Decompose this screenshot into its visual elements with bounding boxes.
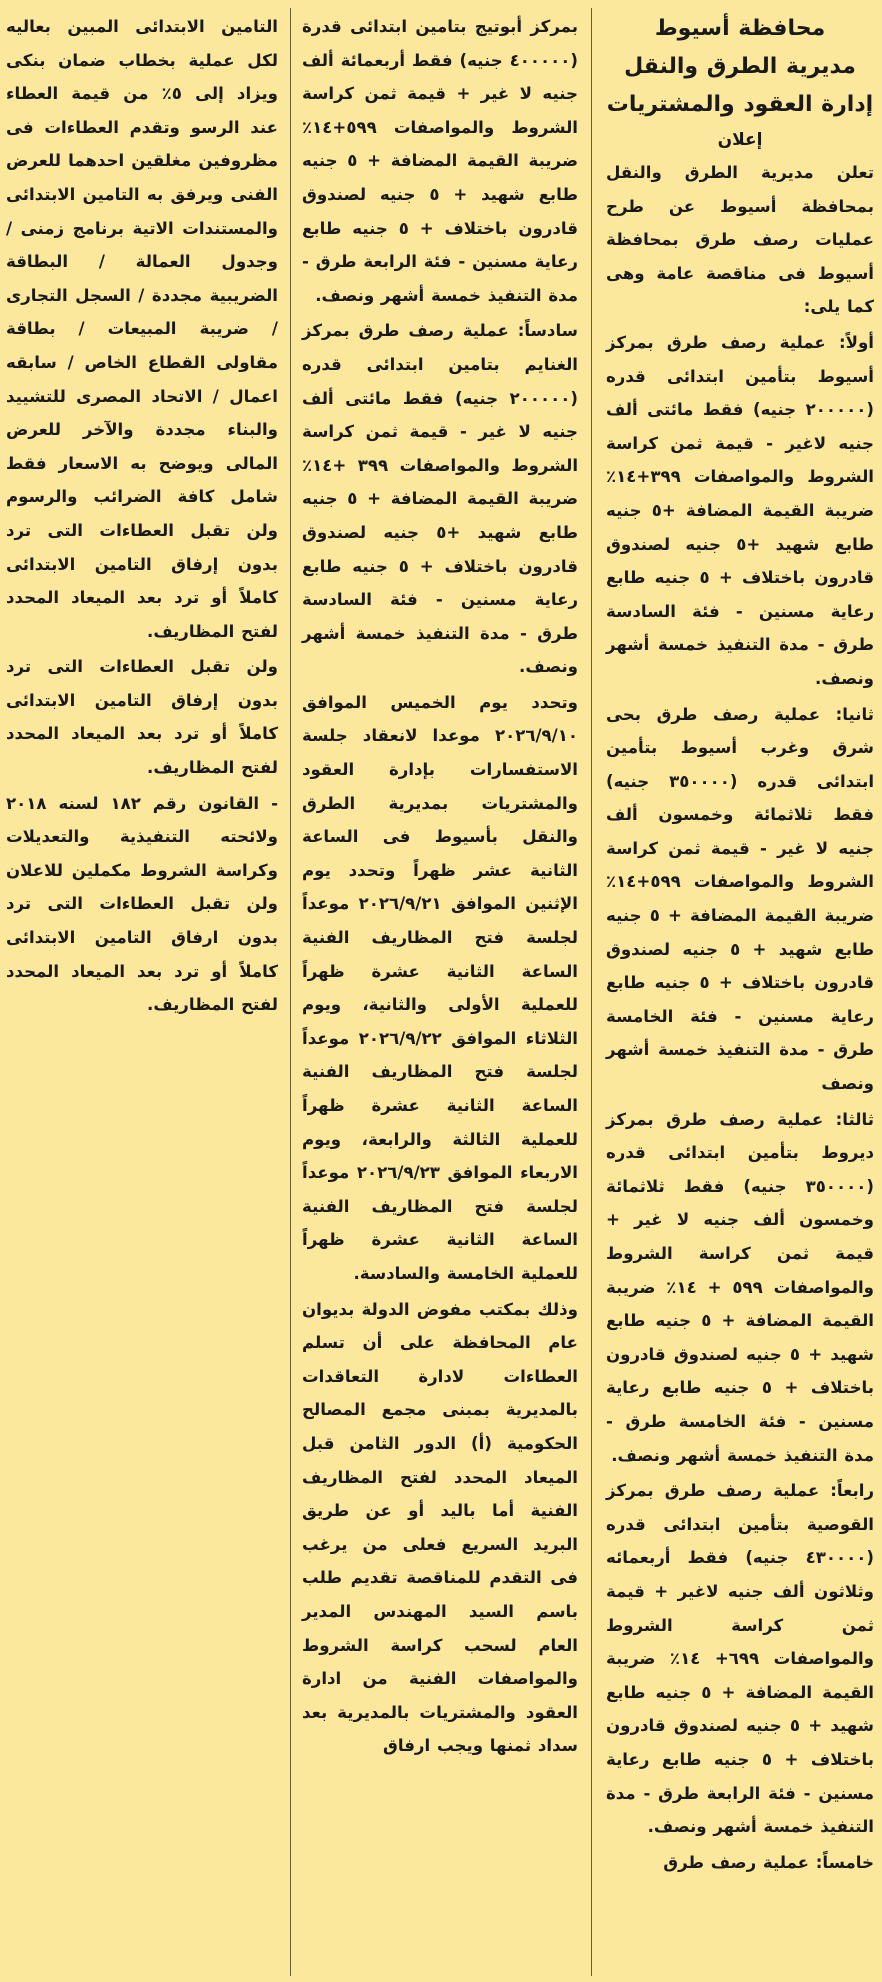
announcement-label: إعلان: [717, 130, 763, 150]
item-fifth-continued: بمركز أبوتيج بتامين ابتدائى قدرة (٤٠٠٠٠٠ جنيه) فقط أربعمائة ألف جنيه لا غير + قيمة ثمن كراسة الشروط والمواصفات ٥٩٩+١٤٪ ضريبة القيمة المضافة + ٥ جنيه طابع شهيد + ٥ جنيه لصندوق قادرون باختلاف + ٥ جنيه طابع رعاية مسنين - فئة الرابعة طرق - مدة التنفيذ خمسة أشهر ونصف.: [302, 17, 578, 305]
department-title: إدارة العقود والمشتريات: [606, 92, 874, 117]
column-divider: [591, 8, 592, 1976]
item-fourth: رابعاً: عملية رصف طرق بمركز القوصية بتأمين ابتدائى قدره (٤٣٠٠٠٠ جنيه) فقط أربعمائه وثلاثون ألف جنيه لاغير + قيمة ثمن كراسة الشروط والمواصفات ٦٩٩+ ١٤٪ ضريبة القيمة المضافة + ٥ جنيه طابع شهيد + ٥ جنيه لصندوق قادرون باختلاف + ٥ جنيه طابع رعاية مسنين - فئة الرابعة طرق - مدة التنفيذ خمسة أشهر ونصف.: [606, 1481, 875, 1837]
item-fifth-start: خامساً: عملية رصف طرق: [663, 1852, 874, 1872]
column-divider: [290, 8, 291, 1976]
item-third: ثالثا: عملية رصف طرق بمركز ديروط بتأمين ابتدائى قدره (٣٥٠٠٠٠ جنيه) فقط ثلاثمائة وخمسون ألف جنيه لا غير + قيمة ثمن كراسة الشروط والمواصفات ٥٩٩ + ١٤٪ ضريبة القيمة المضافة + ٥ جنيه طابع شهيد + ٥ جنيه لصندوق قادرون باختلاف + ٥ جنيه طابع رعاية مسنين - فئة الخامسة طرق - مدة التنفيذ خمسة أشهر ونصف.: [606, 1109, 875, 1465]
item-second: ثانيا: عملية رصف طرق بحى شرق وغرب أسيوط بتأمين ابتدائى قدره (٣٥٠٠٠٠ جنيه) فقط ثلاثمائة وخمسون ألف جنيه لا غير - قيمة ثمن كراسة الشروط والمواصفات ٥٩٩+١٤٪ ضريبة القيمة المضافة + ٥ جنيه طابع شهيد + ٥ جنيه لصندوق قادرون باختلاف + ٥ جنيه طابع رعاية مسنين - فئة الخامسة طرق - مدة التنفيذ خمسة أشهر ونصف: [606, 704, 875, 1094]
middle-column: [302, 10, 578, 1765]
item-sixth: سادساً: عملية رصف طرق بمركز الغنايم بتامين ابتدائى قدره (٢٠٠٠٠٠ جنيه) فقط مائتى ألف جنيه لا غير - قيمة ثمن كراسة الشروط والمواصفات ٣٩٩ +١٤٪ ضريبة القيمة المضافة + ٥ جنيه طابع شهيد +٥ جنيه لصندوق قادرون باختلاف + ٥ جنيه طابع رعاية مسنين - فئة السادسة طرق - مدة التنفيذ خمسة أشهر ونصف.: [302, 321, 579, 677]
intro-paragraph: تعلن مديرية الطرق والنقل بمحافظة أسيوط عن طرح عمليات رصف طرق بمحافظة أسيوط فى مناقصة عامة وهى كما يلى:: [606, 163, 874, 317]
session-dates: وتحدد يوم الخميس الموافق ٢٠٢٦/٩/١٠ موعدا لانعقاد جلسة الاستفسارات بإدارة العقود والمشتريات بمديرية الطرق والنقل بأسيوط فى الساعة الثانية عشر ظهراً وتحدد يوم الإثنين الموافق ٢٠٢٦/٩/٢١ موعداً لجلسة فتح المظاريف الفنية الساعة الثانية عشرة ظهراً للعملية الأولى والثانية، ويوم الثلاثاء الموافق ٢٠٢٦/٩/٢٢ موعداً لجلسة فتح المظاريف الفنية الساعة الثانية عشرة ظهراً للعملية الثالثة والرابعة، ويوم الاربعاء الموافق ٢٠٢٦/٩/٢٣ موعداً لجلسة فتح المظاريف الفنية الساعة الثانية عشرة ظهراً للعملية الخامسة والسادسة.: [302, 692, 578, 1283]
directorate-title: مديرية الطرق والنقل: [624, 54, 856, 79]
rejection-note: ولن تقبل العطاءات التى ترد بدون إرفاق التامين الابتدائى كاملاً أو ترد بعد الميعاد المحدد لفتح المظاريف.: [6, 657, 278, 778]
item-first: أولاً: عملية رصف طرق بمركز أسيوط بتأمين ابتدائى قدره (٢٠٠٠٠٠ جنيه) فقط مائتى ألف جنيه لاغير - قيمة ثمن كراسة الشروط والمواصفات ٣٩٩+١٤٪ ضريبة القيمة المضافة +٥ جنيه طابع شهيد +٥ جنيه لصندوق قادرون باختلاف + ٥ جنيه طابع رعاية مسنين - فئة السادسة طرق - مدة التنفيذ خمسة أشهر ونصف.: [606, 332, 874, 688]
right-column: [606, 10, 874, 1881]
law-reference: - القانون رقم ١٨٢ لسنه ٢٠١٨ ولائحته التنفيذية والتعديلات وكراسة الشروط مكملين للاعلان ولن تقبل العطاءات التى ترد بدون ارفاق التامين الابتدائى كاملاً أو ترد بعد الميعاد المحدد لفتح المظاريف.: [6, 793, 278, 1015]
left-column: [6, 10, 278, 1024]
governorate-title: محافظة أسيوط: [654, 16, 826, 41]
bid-delivery: وذلك بمكتب مفوض الدولة بديوان عام المحافظة على أن تسلم العطاءات لادارة التعاقدات بالمديرية بمبنى مجمع المصالح الحكومية (أ) الدور الثامن قبل الميعاد المحدد لفتح المظاريف الفنية أما باليد أو عن طريق البريد السريع فعلى من يرغب فى التقدم للمناقصة تقديم طلب باسم السيد المهندس المدير العام لسحب كراسة الشروط والمواصفات الفنية من ادارة العقود والمشتريات بالمديرية بعد سداد ثمنها ويجب ارفاق: [302, 1299, 578, 1756]
guarantee-and-documents: التامين الابتدائى المبين بعاليه لكل عملية بخطاب ضمان بنكى ويزاد إلى ٥٪ من قيمة العطاء عند الرسو وتقدم العطاءات فى مظروفين مغلقين احدهما للعرض الفنى ويرفق به التامين الابتدائى والمستندات الاتية برنامج زمنى / وجدول العمالة / البطاقة الضريبية مجددة / السجل التجارى / ضريبة المبيعات / بطاقة مقاولى القطاع الخاص / سابقه اعمال / الاتحاد المصرى للتشييد والبناء مجددة والآخر للعرض المالى ويوضح به الاسعار فقط شامل كافة الضرائب والرسوم ولن تقبل العطاءات التى ترد بدون إرفاق التامين الابتدائى كاملاً أو ترد بعد الميعاد المحدد لفتح المظاريف.: [6, 17, 278, 641]
